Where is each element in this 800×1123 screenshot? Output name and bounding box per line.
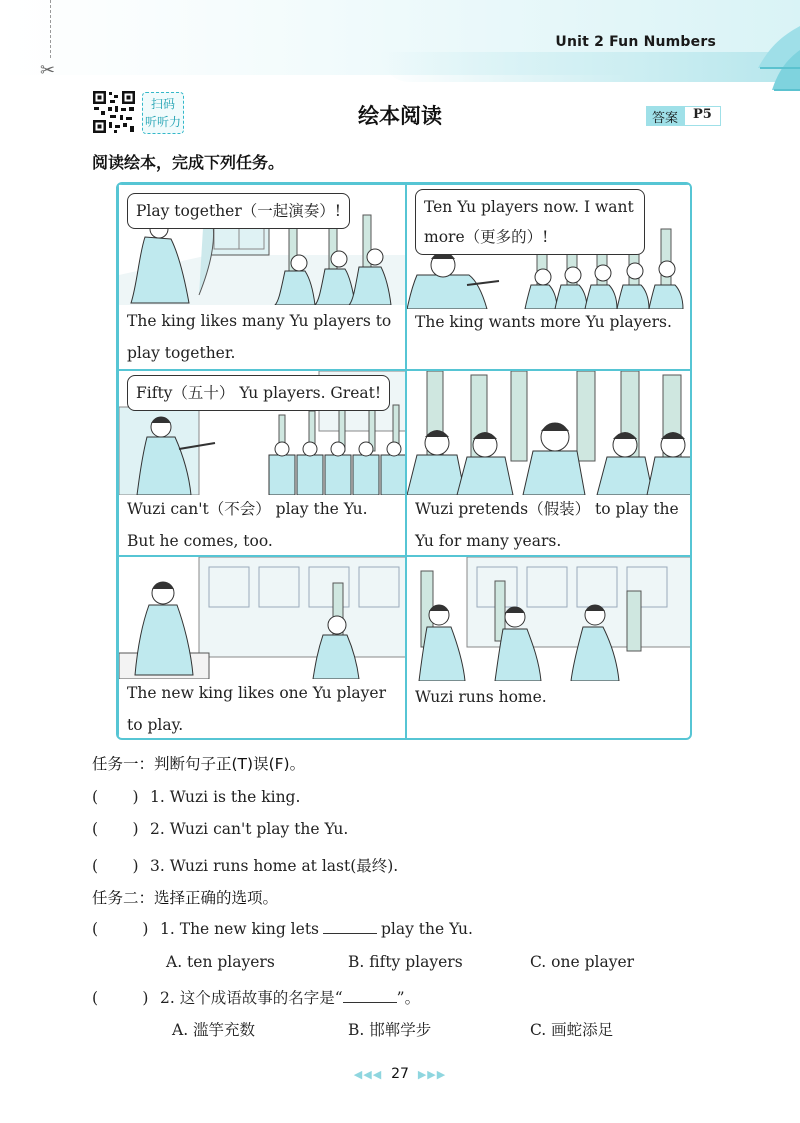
left-arrows-icon: ◀◀◀	[353, 1068, 383, 1081]
instruction: 阅读绘本，完成下列任务。	[92, 153, 285, 172]
scissors-icon: ✂	[40, 60, 56, 81]
page-footer	[0, 1066, 800, 1082]
comic-panel-4	[406, 370, 692, 556]
unit-label: Unit 2 Fun Numbers	[555, 34, 716, 50]
panel-caption: The king wants more Yu players.	[415, 313, 672, 331]
panel-caption: The king likes many Yu players to play together.	[127, 312, 392, 362]
answer-paren[interactable]: ( )	[92, 788, 139, 806]
task2-q1-option-a[interactable]: A. ten players	[166, 953, 275, 971]
comic-panel-6	[406, 556, 692, 740]
answer-page: P5	[684, 106, 721, 126]
new-king-illustration	[119, 557, 406, 679]
task2-q2-option-b[interactable]: B. 邯郸学步	[348, 1021, 432, 1039]
comic-panel-3	[118, 370, 406, 556]
task2-q1-option-c[interactable]: C. one player	[530, 953, 635, 971]
task2-q1-option-b[interactable]: B. fifty players	[348, 953, 463, 971]
task1-question-3: ( ) 3. Wuzi runs home at last(最终).	[92, 857, 399, 875]
speech-bubble: Fifty（五十） Yu players. Great!	[127, 375, 390, 411]
task1-heading: 任务一：判断句子正(T)误(F)。	[92, 755, 306, 773]
task1-question-2: ( ) 2. Wuzi can't play the Yu.	[92, 820, 349, 838]
panel-caption: The new king likes one Yu player to play.	[127, 684, 386, 734]
fill-in-blank[interactable]	[323, 920, 377, 934]
page-title: 绘本阅读	[358, 104, 442, 128]
speech-bubble: Ten Yu players now. I want more（更多的）!	[415, 189, 645, 255]
wuzi-runs-home-illustration	[407, 557, 692, 681]
answer-paren[interactable]: ( )	[92, 820, 139, 838]
task2-q2-option-a[interactable]: A. 滥竽充数	[172, 1021, 256, 1039]
task2-question-1: ( ) 1. The new king lets play the Yu.	[92, 920, 473, 938]
answer-paren[interactable]: ( )	[92, 857, 139, 875]
comic-panel-1	[118, 184, 406, 370]
right-arrows-icon: ▶▶▶	[417, 1068, 447, 1081]
cut-line	[50, 0, 51, 58]
answer-reference-tag	[646, 106, 721, 126]
panel-caption: Wuzi pretends（假装） to play the Yu for many years.	[415, 500, 679, 550]
picture-book-comic	[116, 182, 692, 740]
task2-q2-option-c[interactable]: C. 画蛇添足	[530, 1021, 614, 1039]
header-swoosh	[380, 52, 800, 82]
fill-in-blank[interactable]	[343, 989, 397, 1003]
scan-listen-tag[interactable]: 扫码 听听力	[142, 92, 184, 134]
roof-decoration-icon	[738, 20, 800, 100]
panel-caption: Wuzi runs home.	[415, 688, 547, 706]
comic-panel-5	[118, 556, 406, 740]
speech-bubble: Play together（一起演奏）!	[127, 193, 350, 229]
task2-question-2: ( ) 2. 这个成语故事的名字是“ ”。	[92, 989, 421, 1007]
comic-panel-2	[406, 184, 692, 370]
page-number: 27	[391, 1066, 409, 1082]
task1-question-1: ( ) 1. Wuzi is the king.	[92, 788, 301, 806]
answer-paren[interactable]: ( )	[92, 989, 149, 1007]
answer-label: 答案	[646, 106, 684, 126]
task2-heading: 任务二：选择正确的选项。	[92, 889, 279, 907]
answer-paren[interactable]: ( )	[92, 920, 149, 938]
wuzi-pretending-illustration	[407, 371, 692, 495]
panel-caption: Wuzi can't（不会） play the Yu. But he comes, too.	[127, 500, 368, 550]
